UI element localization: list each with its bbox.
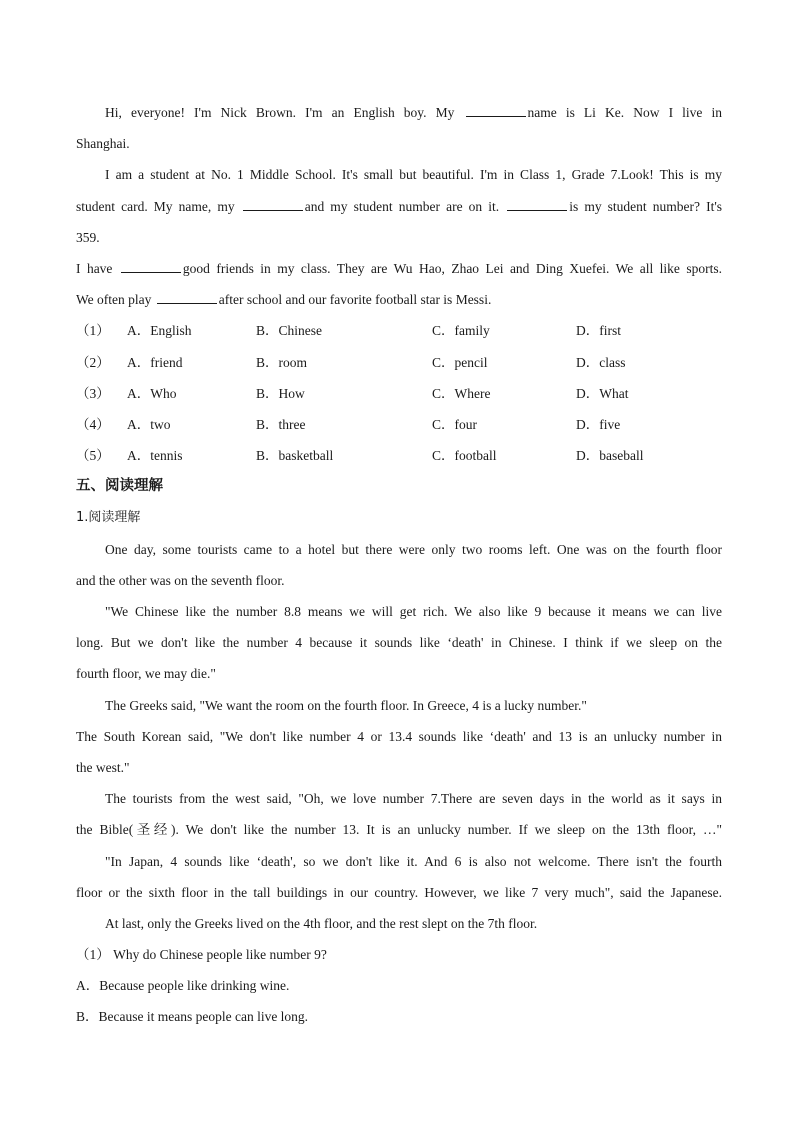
reading-line: At last, only the Greeks lived on the 4th floor, and the rest slept on the 7th floor. bbox=[105, 915, 538, 931]
reading-line: the Bible(圣经). We don't like the number 13. It is an unlucky number. If we sleep on the 13th floor, …" bbox=[76, 822, 722, 838]
question-number: （1） bbox=[76, 323, 110, 339]
option-c: C．pencil bbox=[432, 354, 488, 370]
reading-line: and the other was on the seventh floor. bbox=[76, 572, 285, 588]
text: student card. My name, my bbox=[76, 198, 235, 214]
section-subheading: 1.阅读理解 bbox=[76, 510, 141, 526]
option-b: B．basketball bbox=[256, 448, 334, 464]
option-d: D．baseball bbox=[576, 448, 644, 464]
section-heading: 五、阅读理解 bbox=[76, 478, 163, 495]
reading-line: fourth floor, we may die." bbox=[76, 666, 216, 682]
cloze-p3-line1 bbox=[76, 253, 722, 284]
option-row bbox=[76, 440, 722, 471]
reading-line: The South Korean said, "We don't like number 4 or 13.4 sounds like ‘death' and 13 is an unlucky number in bbox=[76, 728, 722, 744]
option-c: C．family bbox=[432, 323, 490, 339]
option-d: D．five bbox=[576, 416, 621, 432]
reading-line: The tourists from the west said, "Oh, we love number 7.There are seven days in the world as it says in bbox=[105, 791, 722, 807]
reading-line: One day, some tourists came to a hotel but there were only two rooms left. One was on the fourth floor bbox=[105, 541, 722, 557]
option-b: B．How bbox=[256, 385, 305, 401]
option-a: A．Who bbox=[127, 385, 177, 401]
blank-2 bbox=[243, 198, 303, 211]
text: Hi, everyone! I'm Nick Brown. I'm an English boy. My bbox=[105, 105, 455, 120]
option-c: C．Where bbox=[432, 385, 491, 401]
option-a: A．two bbox=[127, 416, 171, 432]
question-number: （3） bbox=[76, 385, 110, 401]
option-a: A．English bbox=[127, 323, 192, 339]
option-row bbox=[76, 315, 722, 346]
cloze-p1-line1 bbox=[76, 97, 722, 128]
option-row bbox=[76, 378, 722, 409]
option-d: D．class bbox=[576, 354, 626, 370]
cloze-p2-line2 bbox=[76, 191, 722, 222]
question-number: （5） bbox=[76, 448, 110, 464]
blank-3 bbox=[507, 198, 567, 211]
option-b: B．three bbox=[256, 416, 306, 432]
option-d: D．What bbox=[576, 385, 629, 401]
question-number: （4） bbox=[76, 416, 110, 432]
reading-line: floor or the sixth floor in the tall buildings in our country. However, we like 7 very much", said the Japanese. bbox=[76, 884, 722, 900]
option-b: B．room bbox=[256, 354, 308, 370]
document-page bbox=[76, 97, 722, 1033]
option-b: B．Chinese bbox=[256, 323, 322, 339]
text: good friends in my class. They are Wu Hao, Zhao Lei and Ding Xuefei. We all like sports. bbox=[182, 260, 722, 276]
option-c: C．football bbox=[432, 448, 497, 464]
text: and my student number are on it. bbox=[304, 198, 500, 214]
reading-line: The Greeks said, "We want the room on the fourth floor. In Greece, 4 is a lucky number." bbox=[105, 697, 587, 713]
option-c: C．four bbox=[432, 416, 477, 432]
reading-line: "We Chinese like the number 8.8 means we will get rich. We also like 9 because it means we can live bbox=[105, 604, 722, 619]
blank-4 bbox=[121, 260, 181, 273]
cloze-p3-line2 bbox=[76, 284, 722, 315]
text: We often play bbox=[76, 292, 152, 308]
option-row bbox=[76, 347, 722, 378]
reading-line: long. But we don't like the number 4 because it sounds like ‘death' in Chinese. I think if we sleep on the bbox=[76, 635, 722, 651]
blank-5 bbox=[157, 291, 217, 304]
option-a: A．friend bbox=[127, 354, 183, 370]
cloze-p1-line2: Shanghai. bbox=[76, 136, 130, 152]
reading-line: "In Japan, 4 sounds like ‘death', so we don't like it. And 6 is also not welcome. There isn't the fourth bbox=[105, 853, 722, 869]
cloze-p2-line1: I am a student at No. 1 Middle School. It's small but beautiful. I'm in Class 1, Grade 7.Look! This is my bbox=[105, 167, 722, 183]
question-1: （1） Why do Chinese people like number 9? bbox=[76, 947, 327, 963]
option-a: A．tennis bbox=[127, 448, 183, 464]
blank-1 bbox=[466, 104, 526, 117]
text: after school and our favorite football star is Messi. bbox=[218, 292, 492, 308]
choice-b: B．Because it means people can live long. bbox=[76, 1009, 309, 1025]
option-row bbox=[76, 409, 722, 440]
option-d: D．first bbox=[576, 323, 621, 339]
question-number: （2） bbox=[76, 354, 110, 370]
text: is my student number? It's bbox=[569, 198, 723, 214]
text: I have bbox=[76, 260, 113, 276]
reading-line: the west." bbox=[76, 759, 130, 775]
text: name is Li Ke. Now I live in bbox=[527, 105, 722, 120]
cloze-p2-line3: 359. bbox=[76, 229, 100, 245]
choice-a: A．Because people like drinking wine. bbox=[76, 978, 290, 994]
